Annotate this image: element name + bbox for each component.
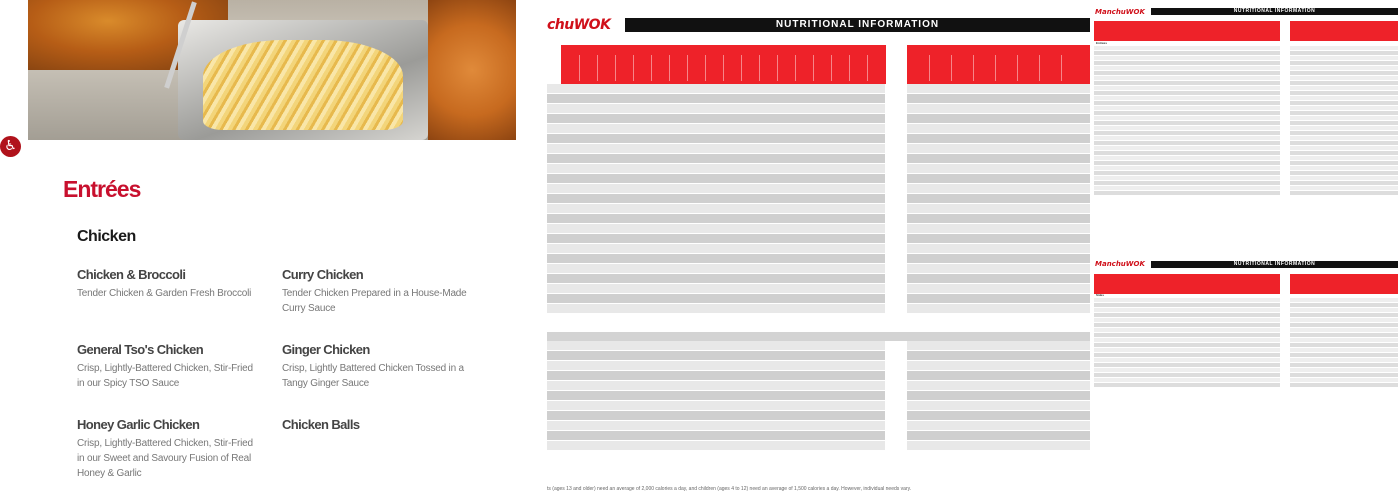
table-row xyxy=(907,244,1090,254)
table-row xyxy=(907,254,1090,264)
table-row xyxy=(547,84,885,94)
menu-item-description: Tender Chicken & Garden Fresh Broccoli xyxy=(77,288,252,299)
column-divider xyxy=(795,55,796,81)
mini-section-label: Sides xyxy=(1096,293,1105,297)
table-row xyxy=(547,134,885,144)
table-row xyxy=(1290,383,1398,388)
column-divider xyxy=(831,55,832,81)
menu-item-name: Ginger Chicken xyxy=(282,342,370,357)
column-divider xyxy=(669,55,670,81)
table-row xyxy=(547,144,885,154)
table-row xyxy=(907,134,1090,144)
table-row xyxy=(907,194,1090,204)
table-row xyxy=(907,391,1090,401)
table-row xyxy=(547,431,885,441)
table-row xyxy=(547,341,885,351)
table-row xyxy=(547,361,885,371)
allergen-table-bottom xyxy=(907,341,1090,451)
mini-section-label: Entrées xyxy=(1096,41,1108,45)
table-row xyxy=(907,174,1090,184)
table-row xyxy=(907,304,1090,314)
chuwok-logo: chuWOK xyxy=(547,17,611,33)
table-row xyxy=(907,411,1090,421)
table-row xyxy=(907,164,1090,174)
table-row xyxy=(547,264,885,274)
table-row xyxy=(907,351,1090,361)
column-divider xyxy=(813,55,814,81)
table-row xyxy=(1290,191,1398,196)
menu-item-curry-chicken[interactable] xyxy=(282,267,467,316)
section-title: Entrées xyxy=(63,176,141,202)
column-divider xyxy=(867,55,868,81)
column-divider xyxy=(995,55,996,81)
table-row xyxy=(547,104,885,114)
table-row xyxy=(547,421,885,431)
table-row xyxy=(907,124,1090,134)
menu-item-description: Crisp, Lightly-Battered Chicken, Stir-Fried in our Sweet and Savoury Fusion of Real Honey & Garlic xyxy=(77,438,253,479)
mini-title-bar: NUTRITIONAL INFORMATION xyxy=(1151,261,1398,268)
table-row xyxy=(547,254,885,264)
menu-item-name: General Tso's Chicken xyxy=(77,342,204,357)
menu-item-description: Crisp, Lightly-Battered Chicken, Stir-Fried in our Spicy TSO Sauce xyxy=(77,363,253,389)
menu-item-name: Curry Chicken xyxy=(282,267,364,282)
table-row xyxy=(1094,383,1280,388)
noodle-tray xyxy=(203,40,403,130)
column-divider xyxy=(777,55,778,81)
nutrition-table-bottom xyxy=(547,341,885,451)
column-divider xyxy=(951,55,952,81)
category-title: Chicken xyxy=(77,228,136,245)
column-divider xyxy=(1061,55,1062,81)
nutrition-table-top xyxy=(547,84,885,314)
menu-item-chicken-balls[interactable] xyxy=(282,417,467,436)
column-divider xyxy=(741,55,742,81)
table-row xyxy=(907,154,1090,164)
table-row xyxy=(907,441,1090,451)
mini-allergen-header xyxy=(1290,21,1398,41)
menu-item-description: Tender Chicken Prepared in a House-Made Curry Sauce xyxy=(282,288,467,314)
table-row xyxy=(547,304,885,314)
table-row xyxy=(907,401,1090,411)
mini-nutrition-table xyxy=(1094,46,1280,196)
mini-allergen-header xyxy=(1290,274,1398,294)
column-divider xyxy=(1039,55,1040,81)
section-divider xyxy=(547,332,1090,341)
table-row xyxy=(907,84,1090,94)
table-row xyxy=(907,284,1090,294)
table-row xyxy=(547,351,885,361)
menu-item-description: Crisp, Lightly Battered Chicken Tossed in a Tangy Ginger Sauce xyxy=(282,363,464,389)
column-divider xyxy=(723,55,724,81)
allergen-table-top xyxy=(907,84,1090,314)
table-row xyxy=(547,114,885,124)
table-row xyxy=(547,381,885,391)
table-row xyxy=(907,371,1090,381)
table-row xyxy=(907,214,1090,224)
table-row xyxy=(907,341,1090,351)
mini-nutrition-table xyxy=(1094,298,1280,388)
table-row xyxy=(547,411,885,421)
mini-allergen-table xyxy=(1290,46,1398,196)
manchuwok-logo: ManchuWOK xyxy=(1095,8,1145,16)
table-row xyxy=(547,441,885,451)
table-row xyxy=(547,164,885,174)
nutrition-column-header xyxy=(561,45,886,84)
table-row xyxy=(907,144,1090,154)
mini-column-header xyxy=(1094,274,1280,294)
table-row xyxy=(547,244,885,254)
accessibility-icon[interactable]: ♿ xyxy=(0,136,21,157)
menu-item-general-tsos-chicken[interactable] xyxy=(77,342,262,391)
table-row xyxy=(547,391,885,401)
table-row xyxy=(907,264,1090,274)
table-row xyxy=(907,184,1090,194)
column-divider xyxy=(597,55,598,81)
table-row xyxy=(907,421,1090,431)
table-row xyxy=(547,274,885,284)
table-row xyxy=(1094,191,1280,196)
table-row xyxy=(547,194,885,204)
table-row xyxy=(547,94,885,104)
table-row xyxy=(547,154,885,164)
column-divider xyxy=(651,55,652,81)
column-divider xyxy=(687,55,688,81)
column-divider xyxy=(615,55,616,81)
menu-item-name: Chicken & Broccoli xyxy=(77,267,186,282)
table-row xyxy=(907,224,1090,234)
nutrition-title-bar: NUTRITIONAL INFORMATION xyxy=(625,18,1090,32)
column-divider xyxy=(579,55,580,81)
column-divider xyxy=(1017,55,1018,81)
table-row xyxy=(547,214,885,224)
table-row xyxy=(907,204,1090,214)
column-divider xyxy=(705,55,706,81)
table-row xyxy=(907,234,1090,244)
table-row xyxy=(907,361,1090,371)
table-row xyxy=(907,94,1090,104)
mini-column-header xyxy=(1094,21,1280,41)
table-row xyxy=(547,401,885,411)
hero-food-image xyxy=(28,0,516,140)
column-divider xyxy=(633,55,634,81)
nutrition-footnote: ts (ages 13 and older) need an average of 2,000 calories a day, and children (ages 4 to 12) need an average of 1,500 calories a day. However, individual needs vary. xyxy=(547,486,912,492)
column-divider xyxy=(973,55,974,81)
menu-item-name: Chicken Balls xyxy=(282,417,360,432)
column-divider xyxy=(759,55,760,81)
table-row xyxy=(547,294,885,304)
table-row xyxy=(907,104,1090,114)
table-row xyxy=(907,114,1090,124)
table-row xyxy=(547,204,885,214)
table-row xyxy=(547,284,885,294)
table-row xyxy=(547,174,885,184)
table-row xyxy=(907,431,1090,441)
allergen-column-header xyxy=(907,45,1090,84)
mini-allergen-table xyxy=(1290,298,1398,388)
table-row xyxy=(547,124,885,134)
crispy-chicken-tray xyxy=(428,0,516,140)
table-row xyxy=(547,234,885,244)
manchuwok-logo: ManchuWOK xyxy=(1095,260,1145,268)
table-row xyxy=(907,381,1090,391)
table-row xyxy=(547,224,885,234)
menu-item-honey-garlic-chicken[interactable] xyxy=(77,417,262,481)
table-row xyxy=(907,274,1090,284)
mini-title-bar: NUTRITIONAL INFORMATION xyxy=(1151,8,1398,15)
table-row xyxy=(547,184,885,194)
column-divider xyxy=(929,55,930,81)
menu-item-chicken-broccoli[interactable] xyxy=(77,267,262,301)
menu-item-name: Honey Garlic Chicken xyxy=(77,417,200,432)
menu-item-ginger-chicken[interactable] xyxy=(282,342,467,391)
table-row xyxy=(907,294,1090,304)
table-row xyxy=(547,371,885,381)
column-divider xyxy=(849,55,850,81)
